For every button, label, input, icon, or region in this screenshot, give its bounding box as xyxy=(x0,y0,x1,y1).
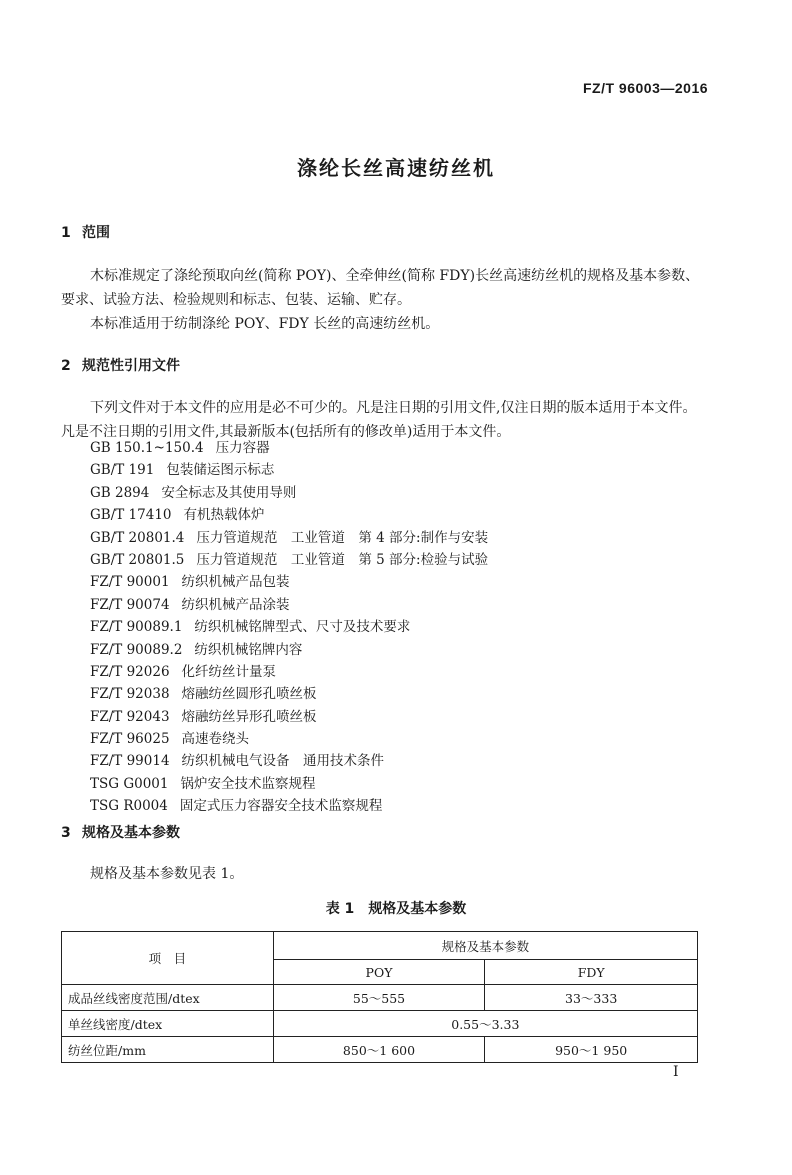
fdy-value-cell: 33～333 xyxy=(485,985,698,1011)
fdy-value-cell: 950～1 950 xyxy=(485,1037,698,1063)
section-1-heading xyxy=(61,222,110,242)
reference-name: 有机热载体炉 xyxy=(183,507,265,524)
section-1-paragraph-2: 本标准适用于纺制涤纶 POY、FDY 长丝的高速纺丝机。 xyxy=(90,316,440,332)
section-3-heading xyxy=(61,822,180,842)
section-2-heading xyxy=(61,355,180,375)
reference-name: 锅炉安全技术监察规程 xyxy=(180,775,316,792)
section-number: 2 xyxy=(61,358,71,374)
reference-name: 纺织机械铭牌型式、尺寸及技术要求 xyxy=(194,619,411,636)
row-item-cell: 成品丝线密度范围/dtex xyxy=(62,985,274,1011)
section-title: 规范性引用文件 xyxy=(82,358,180,374)
spec-table xyxy=(61,931,698,1063)
section-title: 规格及基本参数 xyxy=(82,825,180,841)
reference-name: 包装储运图示标志 xyxy=(166,462,275,479)
table-caption-number: 表 1 xyxy=(325,901,355,917)
reference-code: FZ/T 96025 xyxy=(90,731,170,748)
table-caption-title: 规格及基本参数 xyxy=(368,901,467,917)
reference-item xyxy=(90,482,488,504)
reference-name: 固定式压力容器安全技术监察规程 xyxy=(179,798,383,815)
reference-code: FZ/T 92043 xyxy=(90,708,170,725)
table-row xyxy=(62,1037,698,1063)
reference-name: 纺织机械铭牌内容 xyxy=(194,641,303,658)
reference-code: TSG G0001 xyxy=(90,775,169,792)
section-number: 1 xyxy=(61,225,71,241)
page-number: I xyxy=(673,1064,679,1080)
row-item-cell: 纺丝位距/mm xyxy=(62,1037,274,1063)
normative-references-list xyxy=(90,437,488,818)
reference-item xyxy=(90,527,488,549)
reference-item xyxy=(90,706,488,728)
reference-item xyxy=(90,459,488,481)
reference-code: FZ/T 92026 xyxy=(90,663,170,680)
reference-code: GB/T 20801.4 xyxy=(90,529,185,546)
reference-name: 熔融纺丝异形孔喷丝板 xyxy=(181,708,317,725)
reference-name: 纺织机械产品涂装 xyxy=(181,596,290,613)
table-row xyxy=(62,1011,698,1037)
reference-name: 压力管道规范 工业管道 第 5 部分:检验与试验 xyxy=(196,551,489,568)
reference-item xyxy=(90,639,488,661)
reference-item xyxy=(90,728,488,750)
reference-item xyxy=(90,437,488,459)
reference-item xyxy=(90,773,488,795)
reference-code: GB 2894 xyxy=(90,484,150,501)
reference-item xyxy=(90,616,488,638)
reference-name: 纺织机械产品包装 xyxy=(181,574,290,591)
standard-code: FZ/T 96003—2016 xyxy=(583,80,709,96)
reference-code: FZ/T 90074 xyxy=(90,596,170,613)
section-3-paragraph-1: 规格及基本参数见表 1。 xyxy=(90,866,244,882)
reference-item xyxy=(90,750,488,772)
reference-item xyxy=(90,504,488,526)
section-2-paragraph-1: 下列文件对于本文件的应用是必不可少的。凡是注日期的引用文件,仅注日期的版本适用于本文件。凡是不注日期的引用文件,其最新版本(包括所有的修改单)适用于本文件。 xyxy=(61,400,697,440)
reference-item xyxy=(90,594,488,616)
reference-code: GB/T 191 xyxy=(90,462,155,479)
reference-item xyxy=(90,795,488,817)
fdy-header-cell: FDY xyxy=(485,960,698,985)
reference-name: 压力容器 xyxy=(215,440,270,456)
reference-code: GB/T 20801.5 xyxy=(90,551,185,568)
reference-code: GB/T 17410 xyxy=(90,507,172,524)
section-number: 3 xyxy=(61,825,71,841)
reference-code: TSG R0004 xyxy=(90,798,168,815)
document-title: 涤纶长丝高速纺丝机 xyxy=(297,156,495,180)
section-title: 范围 xyxy=(82,225,110,241)
reference-code: FZ/T 92038 xyxy=(90,686,170,703)
item-header-cell: 项 目 xyxy=(62,932,274,985)
reference-name: 高速卷绕头 xyxy=(181,731,250,748)
reference-item xyxy=(90,549,488,571)
reference-code: FZ/T 99014 xyxy=(90,753,170,770)
reference-name: 纺织机械电气设备 通用技术条件 xyxy=(181,753,385,770)
reference-item xyxy=(90,661,488,683)
merged-value-cell: 0.55～3.33 xyxy=(273,1011,697,1037)
reference-code: FZ/T 90089.1 xyxy=(90,619,183,636)
table-row xyxy=(62,985,698,1011)
reference-item xyxy=(90,683,488,705)
group-header-cell: 规格及基本参数 xyxy=(273,932,697,960)
section-1-paragraph-1: 木标准规定了涤纶预取向丝(简称 POY)、全牵伸丝(简称 FDY)长丝高速纺丝机的规格及基本参数、要求、试验方法、检验规则和标志、包装、运输、贮存。 xyxy=(61,268,700,308)
row-item-cell: 单丝线密度/dtex xyxy=(62,1011,274,1037)
reference-name: 化纤纺丝计量泵 xyxy=(181,663,277,680)
reference-code: FZ/T 90089.2 xyxy=(90,641,183,658)
reference-code: GB 150.1~150.4 xyxy=(90,440,204,456)
poy-value-cell: 55～555 xyxy=(273,985,485,1011)
reference-name: 安全标志及其使用导则 xyxy=(161,484,297,501)
table-caption xyxy=(0,898,792,918)
reference-item xyxy=(90,571,488,593)
poy-header-cell: POY xyxy=(273,960,485,985)
reference-name: 熔融纺丝圆形孔喷丝板 xyxy=(181,686,317,703)
poy-value-cell: 850～1 600 xyxy=(273,1037,485,1063)
reference-code: FZ/T 90001 xyxy=(90,574,170,591)
reference-name: 压力管道规范 工业管道 第 4 部分:制作与安装 xyxy=(196,529,489,546)
